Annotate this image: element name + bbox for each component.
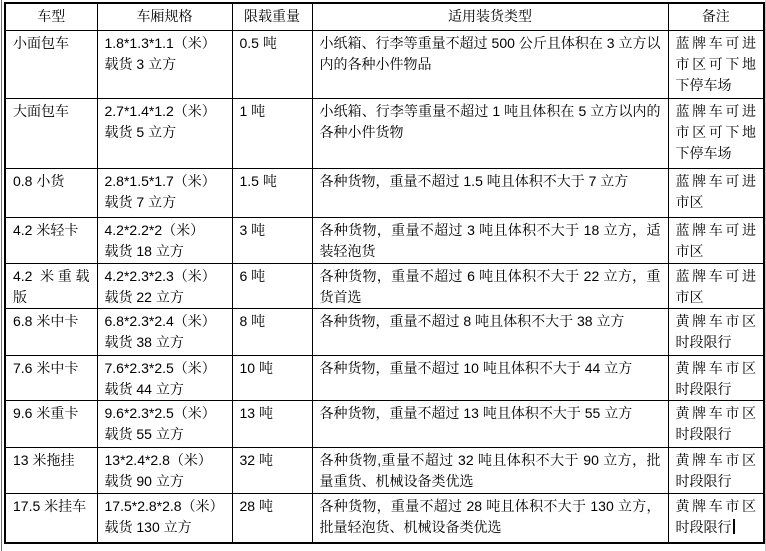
cell-vehicle-type[interactable] xyxy=(5,308,97,355)
cell-vehicle-type[interactable] xyxy=(5,355,97,400)
vehicle-type-text: 7.6 米中卡 xyxy=(13,359,79,376)
cell-cargo-type[interactable] xyxy=(312,263,668,308)
cell-load-limit[interactable] xyxy=(232,355,312,400)
vehicle-type-text: 小面包车 xyxy=(13,34,69,51)
cargo-type-text: 各种货物,重量不超过 32 吨且体积不大于 90 立方，批量重货、机械设备类优选 xyxy=(319,451,661,489)
cargo-type-text: 各种货物，重量不超过 3 吨且体积不大于 18 立方，适装轻泡货 xyxy=(319,221,661,259)
cell-vehicle-type[interactable] xyxy=(5,30,97,98)
header-remark[interactable] xyxy=(668,3,764,30)
cell-cargo-type[interactable] xyxy=(312,447,668,493)
cargo-type-text: 各种货物，重量不超过 28 吨且体积不大于 130 立方，批量轻泡货、机械设备类优选 xyxy=(319,497,661,535)
cell-cargo-type[interactable] xyxy=(312,308,668,355)
cargo-type-text: 各种货物，重量不超过 13 吨且体积不大于 55 立方 xyxy=(319,404,633,421)
box-dimensions-text: 7.6*2.3*2.5（米） xyxy=(104,359,216,376)
cell-vehicle-type[interactable] xyxy=(5,493,97,543)
cell-cargo-type[interactable] xyxy=(312,493,668,543)
cell-cargo-type[interactable] xyxy=(312,98,668,168)
cell-load-limit[interactable] xyxy=(232,447,312,493)
remark-text: 蓝牌车可进市区 xyxy=(675,172,756,210)
cell-vehicle-type[interactable] xyxy=(5,217,97,263)
load-limit-text: 0.5 吨 xyxy=(239,34,277,51)
load-limit-text: 10 吨 xyxy=(239,359,273,376)
load-limit-text: 28 吨 xyxy=(239,497,273,514)
remark-text: 黄牌车市区时段限行 xyxy=(675,451,756,489)
box-volume-text: 载货 5 立方 xyxy=(104,123,177,140)
page-left-boundary-line xyxy=(1,0,2,551)
vehicle-type-text: 6.8 米中卡 xyxy=(13,312,79,329)
header-vehicle-type[interactable] xyxy=(5,3,97,30)
load-limit-text: 13 吨 xyxy=(239,404,273,421)
cell-box-spec[interactable] xyxy=(97,308,232,355)
load-limit-text: 6 吨 xyxy=(239,267,266,284)
cell-remark[interactable] xyxy=(668,400,764,447)
cell-remark[interactable] xyxy=(668,217,764,263)
load-limit-text: 1 吨 xyxy=(239,102,266,119)
box-dimensions-text: 1.8*1.3*1.1（米） xyxy=(104,34,216,51)
cargo-type-text: 小纸箱、行李等重量不超过 500 公斤且体积在 3 立方以内的各种小件物品 xyxy=(319,34,661,72)
cell-box-spec[interactable] xyxy=(97,493,232,543)
vehicle-type-text: 4.2 米轻卡 xyxy=(13,221,79,238)
box-dimensions-text: 2.8*1.5*1.7（米） xyxy=(104,172,216,189)
remark-text: 黄牌车市区时段限行 xyxy=(675,312,756,350)
cell-vehicle-type[interactable] xyxy=(5,98,97,168)
remark-text: 蓝牌车可进市区 xyxy=(675,221,756,259)
cell-load-limit[interactable] xyxy=(232,493,312,543)
table-row xyxy=(5,263,764,308)
box-volume-text: 载货 18 立方 xyxy=(104,242,184,259)
vehicle-type-text: 0.8 小货 xyxy=(13,172,65,189)
box-dimensions-text: 13*2.4*2.8（米） xyxy=(104,451,212,468)
cell-load-limit[interactable] xyxy=(232,263,312,308)
table-row xyxy=(5,400,764,447)
vehicle-type-text: 大面包车 xyxy=(13,102,69,119)
box-volume-text: 载货 3 立方 xyxy=(104,55,177,72)
box-dimensions-text: 2.7*1.4*1.2（米） xyxy=(104,102,216,119)
cell-box-spec[interactable] xyxy=(97,400,232,447)
box-volume-text: 载货 38 立方 xyxy=(104,333,184,350)
remark-text: 蓝牌车可进市区可下地下停车场 xyxy=(675,102,756,161)
cell-box-spec[interactable] xyxy=(97,168,232,217)
header-cargo-type-text: 适用装货类型 xyxy=(448,8,532,24)
box-dimensions-text: 9.6*2.3*2.5（米） xyxy=(104,404,216,421)
box-volume-text: 载货 130 立方 xyxy=(104,518,192,535)
cargo-type-text: 各种货物，重量不超过 10 吨且体积不大于 44 立方 xyxy=(319,359,633,376)
table-row xyxy=(5,30,764,98)
text-cursor xyxy=(733,519,735,534)
cell-cargo-type[interactable] xyxy=(312,168,668,217)
box-volume-text: 载货 55 立方 xyxy=(104,425,184,442)
box-dimensions-text: 4.2*2.3*2.3（米） xyxy=(104,267,216,284)
cell-vehicle-type[interactable] xyxy=(5,263,97,308)
box-dimensions-text: 6.8*2.3*2.4（米） xyxy=(104,312,216,329)
cell-vehicle-type[interactable] xyxy=(5,447,97,493)
cell-box-spec[interactable] xyxy=(97,217,232,263)
load-limit-text: 3 吨 xyxy=(239,221,266,238)
table-row xyxy=(5,447,764,493)
header-load-limit-text: 限载重量 xyxy=(244,8,300,24)
header-row xyxy=(5,3,764,30)
table-row xyxy=(5,493,764,543)
load-limit-text: 1.5 吨 xyxy=(239,172,277,189)
cell-remark[interactable] xyxy=(668,98,764,168)
table-row xyxy=(5,98,764,168)
cargo-type-text: 小纸箱、行李等重量不超过 1 吨且体积在 5 立方以内的各种小件货物 xyxy=(319,102,661,140)
load-limit-text: 32 吨 xyxy=(239,451,273,468)
remark-text: 黄牌车市区时段限行 xyxy=(675,497,756,535)
cell-cargo-type[interactable] xyxy=(312,30,668,98)
load-limit-text: 8 吨 xyxy=(239,312,266,329)
cell-remark[interactable] xyxy=(668,493,764,543)
remark-text: 蓝牌车可进市区可下地下停车场 xyxy=(675,34,756,93)
cell-remark[interactable] xyxy=(668,308,764,355)
box-volume-text: 载货 90 立方 xyxy=(104,472,184,489)
cell-load-limit[interactable] xyxy=(232,30,312,98)
header-cargo-type[interactable] xyxy=(312,3,668,30)
table-row xyxy=(5,355,764,400)
cell-load-limit[interactable] xyxy=(232,308,312,355)
cell-remark[interactable] xyxy=(668,30,764,98)
box-dimensions-text: 17.5*2.8*2.8（米） xyxy=(104,497,224,514)
vehicle-type-text: 4.2 米重载版 xyxy=(13,267,90,305)
header-box-spec[interactable] xyxy=(97,3,232,30)
cell-box-spec[interactable] xyxy=(97,355,232,400)
remark-text: 黄牌车市区时段限行 xyxy=(675,359,756,397)
remark-text: 蓝牌车可进市区 xyxy=(675,267,756,305)
vehicle-type-text: 17.5 米挂车 xyxy=(13,497,87,514)
cell-vehicle-type[interactable] xyxy=(5,400,97,447)
cell-vehicle-type[interactable] xyxy=(5,168,97,217)
header-load-limit[interactable] xyxy=(232,3,312,30)
cell-cargo-type[interactable] xyxy=(312,400,668,447)
cell-load-limit[interactable] xyxy=(232,98,312,168)
vehicle-spec-table xyxy=(4,2,765,544)
cell-load-limit[interactable] xyxy=(232,217,312,263)
cell-load-limit[interactable] xyxy=(232,400,312,447)
table-row xyxy=(5,308,764,355)
cargo-type-text: 各种货物，重量不超过 1.5 吨且体积不大于 7 立方 xyxy=(319,172,629,189)
cell-load-limit[interactable] xyxy=(232,168,312,217)
cell-cargo-type[interactable] xyxy=(312,355,668,400)
cell-remark[interactable] xyxy=(668,355,764,400)
cell-box-spec[interactable] xyxy=(97,447,232,493)
header-remark-text: 备注 xyxy=(701,8,730,24)
box-volume-text: 载货 7 立方 xyxy=(104,193,177,210)
header-vehicle-type-text: 车型 xyxy=(37,8,66,24)
header-box-spec-text: 车厢规格 xyxy=(136,8,193,24)
vehicle-type-text: 9.6 米重卡 xyxy=(13,404,79,421)
box-volume-text: 载货 44 立方 xyxy=(104,380,184,397)
cargo-type-text: 各种货物，重量不超过 8 吨且体积不大于 38 立方 xyxy=(319,312,625,329)
cell-remark[interactable] xyxy=(668,263,764,308)
cell-remark[interactable] xyxy=(668,447,764,493)
cell-cargo-type[interactable] xyxy=(312,217,668,263)
remark-text: 黄牌车市区时段限行 xyxy=(675,404,756,442)
table-row xyxy=(5,217,764,263)
box-volume-text: 载货 22 立方 xyxy=(104,288,184,305)
cell-remark[interactable] xyxy=(668,168,764,217)
vehicle-type-text: 13 米拖挂 xyxy=(13,451,75,468)
table-row xyxy=(5,168,764,217)
cell-box-spec[interactable] xyxy=(97,263,232,308)
cargo-type-text: 各种货物，重量不超过 6 吨且体积不大于 22 立方，重货首选 xyxy=(319,267,661,305)
cell-box-spec[interactable] xyxy=(97,98,232,168)
box-dimensions-text: 4.2*2.2*2（米） xyxy=(104,221,205,238)
cell-box-spec[interactable] xyxy=(97,30,232,98)
